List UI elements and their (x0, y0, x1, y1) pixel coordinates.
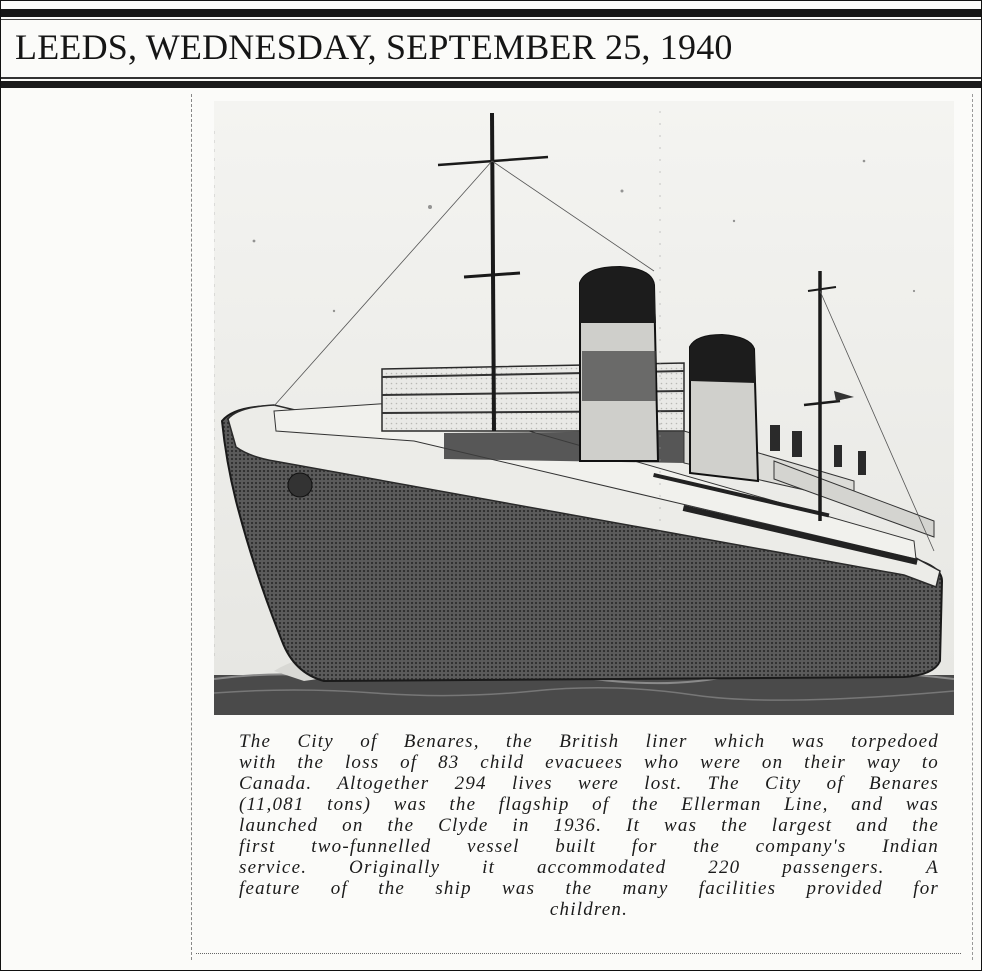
caption-line: with the loss of 83 child evacuees who were on their way to (239, 752, 939, 773)
caption-line: launched on the Clyde in 1936. It was the largest and the (239, 815, 939, 836)
caption-line: children. (549, 899, 629, 920)
caption-line: first two-funnelled vessel built for the company's Indian (239, 836, 939, 857)
caption-line: feature of the ship was the many facilities provided for (239, 878, 939, 899)
dateline: LEEDS, WEDNESDAY, SEPTEMBER 25, 1940 (15, 27, 733, 67)
ship-photo (214, 101, 954, 715)
caption-line: The City of Benares, the British liner which was torpedoed (239, 731, 939, 752)
header-rule (1, 81, 981, 88)
anchor (288, 473, 312, 497)
bottom-rule (196, 953, 961, 955)
caption-line: service. Originally it accommodated 220 passengers. A (239, 857, 939, 878)
photo-caption (239, 731, 939, 920)
caption-line: (11,081 tons) was the flagship of the Ellerman Line, and was (239, 794, 939, 815)
caption-line: Canada. Altogether 294 lives were lost. The City of Benares (239, 773, 939, 794)
top-thin-rule (1, 19, 981, 20)
top-rule (1, 9, 981, 17)
header-thin-rule (1, 77, 981, 79)
